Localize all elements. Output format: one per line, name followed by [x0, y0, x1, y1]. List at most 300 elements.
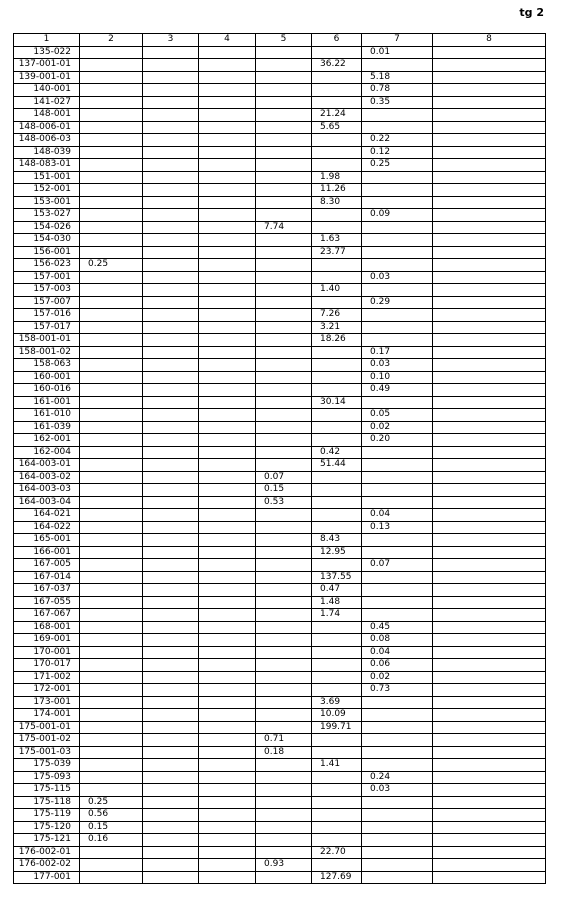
table-row — [14, 646, 546, 659]
value-cell — [80, 59, 143, 72]
value-cell — [199, 384, 256, 397]
table-row — [14, 459, 546, 472]
value-cell — [143, 184, 199, 197]
value-cell — [143, 371, 199, 384]
value-cell: 11.26 — [312, 184, 362, 197]
row-id-cell: 172-001 — [14, 684, 80, 697]
value-cell: 0.03 — [362, 784, 433, 797]
value-cell — [256, 109, 312, 122]
table-row — [14, 271, 546, 284]
value-cell — [256, 396, 312, 409]
value-cell — [362, 234, 433, 247]
value-cell — [199, 459, 256, 472]
value-cell — [256, 284, 312, 297]
value-cell — [199, 559, 256, 572]
value-cell — [362, 259, 433, 272]
column-header: 7 — [362, 34, 433, 47]
value-cell — [433, 109, 546, 122]
value-cell: 0.56 — [80, 809, 143, 822]
value-cell — [143, 859, 199, 872]
value-cell — [312, 159, 362, 172]
value-cell — [199, 96, 256, 109]
value-cell — [362, 821, 433, 834]
table-row — [14, 346, 546, 359]
value-cell — [80, 109, 143, 122]
value-cell — [80, 784, 143, 797]
table-row — [14, 609, 546, 622]
value-cell — [80, 184, 143, 197]
value-cell — [433, 596, 546, 609]
row-id-cell: 161-010 — [14, 409, 80, 422]
value-cell — [256, 271, 312, 284]
value-cell — [312, 134, 362, 147]
value-cell — [199, 221, 256, 234]
value-cell — [256, 196, 312, 209]
value-cell — [256, 659, 312, 672]
value-cell — [80, 396, 143, 409]
table-row — [14, 709, 546, 722]
value-cell: 0.08 — [362, 634, 433, 647]
row-id-cell: 177-001 — [14, 871, 80, 884]
value-cell: 0.18 — [256, 746, 312, 759]
value-cell: 1.63 — [312, 234, 362, 247]
table-row — [14, 721, 546, 734]
table-row — [14, 534, 546, 547]
value-cell — [143, 146, 199, 159]
value-cell — [143, 284, 199, 297]
table-row — [14, 146, 546, 159]
value-cell — [256, 296, 312, 309]
value-cell: 0.10 — [362, 371, 433, 384]
table-row — [14, 734, 546, 747]
value-cell — [433, 134, 546, 147]
value-cell — [433, 334, 546, 347]
value-cell — [433, 196, 546, 209]
value-cell — [362, 471, 433, 484]
value-cell — [80, 134, 143, 147]
row-id-cell: 175-093 — [14, 771, 80, 784]
value-cell — [312, 796, 362, 809]
value-cell — [433, 284, 546, 297]
value-cell: 7.26 — [312, 309, 362, 322]
table-row — [14, 659, 546, 672]
value-cell — [312, 146, 362, 159]
value-cell — [256, 234, 312, 247]
value-cell — [362, 321, 433, 334]
value-cell — [143, 234, 199, 247]
value-cell — [312, 734, 362, 747]
value-cell — [433, 259, 546, 272]
value-cell — [433, 471, 546, 484]
value-cell — [433, 509, 546, 522]
value-cell — [199, 321, 256, 334]
value-cell — [80, 734, 143, 747]
value-cell — [312, 834, 362, 847]
row-id-cell: 157-016 — [14, 309, 80, 322]
row-id-cell: 164-003-02 — [14, 471, 80, 484]
value-cell — [433, 96, 546, 109]
value-cell — [256, 634, 312, 647]
row-id-cell: 157-001 — [14, 271, 80, 284]
value-cell: 0.03 — [362, 359, 433, 372]
row-id-cell: 167-014 — [14, 571, 80, 584]
value-cell — [80, 746, 143, 759]
value-cell — [143, 359, 199, 372]
value-cell — [199, 759, 256, 772]
value-cell — [143, 196, 199, 209]
table-row — [14, 559, 546, 572]
value-cell — [312, 384, 362, 397]
value-cell — [433, 496, 546, 509]
value-cell: 5.65 — [312, 121, 362, 134]
value-cell: 0.25 — [80, 796, 143, 809]
value-cell — [362, 696, 433, 709]
value-cell — [199, 821, 256, 834]
row-id-cell: 175-001-01 — [14, 721, 80, 734]
value-cell: 1.41 — [312, 759, 362, 772]
value-cell — [433, 746, 546, 759]
value-cell — [199, 646, 256, 659]
value-cell — [256, 646, 312, 659]
value-cell — [199, 809, 256, 822]
table-row — [14, 621, 546, 634]
table-body — [14, 46, 546, 884]
value-cell — [80, 321, 143, 334]
value-cell — [256, 309, 312, 322]
value-cell — [80, 271, 143, 284]
value-cell — [80, 484, 143, 497]
value-cell — [433, 484, 546, 497]
value-cell — [312, 746, 362, 759]
value-cell — [143, 609, 199, 622]
value-cell — [433, 734, 546, 747]
value-cell — [80, 646, 143, 659]
value-cell — [362, 721, 433, 734]
value-cell — [256, 696, 312, 709]
value-cell — [199, 296, 256, 309]
row-id-cell: 148-083-01 — [14, 159, 80, 172]
value-cell — [362, 596, 433, 609]
table-row — [14, 509, 546, 522]
value-cell: 1.98 — [312, 171, 362, 184]
value-cell — [312, 809, 362, 822]
value-cell — [199, 859, 256, 872]
value-cell — [433, 859, 546, 872]
table-row — [14, 634, 546, 647]
value-cell: 0.78 — [362, 84, 433, 97]
row-id-cell: 152-001 — [14, 184, 80, 197]
row-id-cell: 148-006-03 — [14, 134, 80, 147]
row-id-cell: 135-022 — [14, 46, 80, 59]
value-cell: 23.77 — [312, 246, 362, 259]
value-cell — [80, 546, 143, 559]
value-cell — [362, 459, 433, 472]
value-cell — [80, 684, 143, 697]
value-cell: 0.25 — [80, 259, 143, 272]
value-cell — [143, 59, 199, 72]
value-cell — [312, 859, 362, 872]
value-cell — [143, 321, 199, 334]
table-row — [14, 696, 546, 709]
value-cell: 12.95 — [312, 546, 362, 559]
value-cell — [80, 759, 143, 772]
value-cell — [80, 159, 143, 172]
table-row — [14, 434, 546, 447]
row-id-cell: 175-121 — [14, 834, 80, 847]
value-cell — [256, 784, 312, 797]
value-cell — [256, 246, 312, 259]
value-cell — [256, 684, 312, 697]
value-cell — [143, 221, 199, 234]
value-cell: 0.09 — [362, 209, 433, 222]
value-cell — [199, 46, 256, 59]
value-cell: 0.47 — [312, 584, 362, 597]
table-row — [14, 784, 546, 797]
value-cell — [199, 434, 256, 447]
value-cell — [143, 209, 199, 222]
value-cell — [312, 84, 362, 97]
table-row — [14, 259, 546, 272]
row-id-cell: 153-027 — [14, 209, 80, 222]
value-cell — [199, 609, 256, 622]
value-cell — [143, 446, 199, 459]
value-cell — [256, 171, 312, 184]
value-cell — [362, 584, 433, 597]
table-row — [14, 759, 546, 772]
value-cell — [256, 584, 312, 597]
table-row — [14, 321, 546, 334]
table-row — [14, 871, 546, 884]
value-cell — [256, 621, 312, 634]
value-cell — [143, 384, 199, 397]
value-cell: 0.17 — [362, 346, 433, 359]
table-row — [14, 771, 546, 784]
value-cell — [143, 246, 199, 259]
value-cell — [143, 621, 199, 634]
value-cell — [199, 184, 256, 197]
table-row — [14, 396, 546, 409]
value-cell — [433, 671, 546, 684]
table-row — [14, 821, 546, 834]
value-cell: 1.74 — [312, 609, 362, 622]
value-cell: 1.40 — [312, 284, 362, 297]
row-id-cell: 164-003-04 — [14, 496, 80, 509]
value-cell — [199, 721, 256, 734]
value-cell: 22.70 — [312, 846, 362, 859]
row-id-cell: 160-001 — [14, 371, 80, 384]
value-cell — [199, 309, 256, 322]
value-cell — [433, 721, 546, 734]
value-cell: 3.21 — [312, 321, 362, 334]
value-cell — [199, 71, 256, 84]
row-id-cell: 169-001 — [14, 634, 80, 647]
value-cell — [143, 484, 199, 497]
value-cell — [256, 259, 312, 272]
value-cell — [199, 684, 256, 697]
value-cell — [312, 71, 362, 84]
value-cell: 36.22 — [312, 59, 362, 72]
value-cell — [143, 159, 199, 172]
value-cell: 51.44 — [312, 459, 362, 472]
value-cell — [199, 121, 256, 134]
value-cell — [433, 871, 546, 884]
value-cell — [143, 709, 199, 722]
row-id-cell: 141-027 — [14, 96, 80, 109]
value-cell — [256, 434, 312, 447]
value-cell: 0.53 — [256, 496, 312, 509]
value-cell — [433, 771, 546, 784]
value-cell: 8.43 — [312, 534, 362, 547]
row-id-cell: 175-001-02 — [14, 734, 80, 747]
value-cell — [256, 134, 312, 147]
value-cell — [80, 584, 143, 597]
value-cell — [80, 371, 143, 384]
value-cell — [312, 509, 362, 522]
value-cell — [256, 46, 312, 59]
value-cell — [433, 409, 546, 422]
row-id-cell: 162-004 — [14, 446, 80, 459]
value-cell — [199, 784, 256, 797]
value-cell — [362, 871, 433, 884]
value-cell — [362, 309, 433, 322]
value-cell — [433, 221, 546, 234]
row-id-cell: 171-002 — [14, 671, 80, 684]
row-id-cell: 158-001-01 — [14, 334, 80, 347]
value-cell — [143, 559, 199, 572]
value-cell: 0.45 — [362, 621, 433, 634]
row-id-cell: 165-001 — [14, 534, 80, 547]
value-cell — [433, 84, 546, 97]
value-cell — [256, 346, 312, 359]
value-cell — [433, 184, 546, 197]
value-cell — [433, 646, 546, 659]
value-cell — [256, 459, 312, 472]
value-cell — [80, 846, 143, 859]
value-cell — [362, 484, 433, 497]
value-cell — [256, 534, 312, 547]
value-cell — [256, 559, 312, 572]
row-id-cell: 167-005 — [14, 559, 80, 572]
value-cell — [143, 521, 199, 534]
value-cell — [199, 146, 256, 159]
value-cell — [433, 759, 546, 772]
value-cell — [143, 109, 199, 122]
value-cell — [433, 46, 546, 59]
value-cell — [312, 684, 362, 697]
value-cell — [362, 196, 433, 209]
value-cell — [199, 284, 256, 297]
value-cell — [80, 559, 143, 572]
value-cell — [433, 321, 546, 334]
value-cell: 0.22 — [362, 134, 433, 147]
row-id-cell: 161-001 — [14, 396, 80, 409]
value-cell — [80, 221, 143, 234]
value-cell — [362, 334, 433, 347]
value-cell — [199, 496, 256, 509]
value-cell — [143, 334, 199, 347]
value-cell — [199, 209, 256, 222]
value-cell: 0.49 — [362, 384, 433, 397]
row-id-cell: 164-022 — [14, 521, 80, 534]
value-cell — [199, 246, 256, 259]
value-cell — [433, 359, 546, 372]
value-cell — [199, 659, 256, 672]
table-row — [14, 746, 546, 759]
value-cell — [312, 471, 362, 484]
value-cell — [362, 796, 433, 809]
value-cell — [143, 96, 199, 109]
value-cell — [80, 571, 143, 584]
value-cell — [80, 84, 143, 97]
value-cell — [199, 621, 256, 634]
row-id-cell: 175-118 — [14, 796, 80, 809]
value-cell — [312, 784, 362, 797]
value-cell: 0.06 — [362, 659, 433, 672]
value-cell — [362, 396, 433, 409]
row-id-cell: 176-002-02 — [14, 859, 80, 872]
value-cell — [199, 171, 256, 184]
value-cell: 0.42 — [312, 446, 362, 459]
value-cell — [312, 659, 362, 672]
value-cell — [433, 459, 546, 472]
value-cell — [199, 734, 256, 747]
value-cell — [143, 471, 199, 484]
row-id-cell: 148-006-01 — [14, 121, 80, 134]
value-cell — [312, 259, 362, 272]
value-cell — [433, 696, 546, 709]
value-cell — [433, 546, 546, 559]
value-cell — [362, 59, 433, 72]
value-cell — [433, 584, 546, 597]
value-cell — [80, 471, 143, 484]
table-row — [14, 521, 546, 534]
value-cell — [312, 771, 362, 784]
value-cell — [433, 209, 546, 222]
value-cell — [199, 134, 256, 147]
row-id-cell: 153-001 — [14, 196, 80, 209]
value-cell — [256, 334, 312, 347]
table-row — [14, 59, 546, 72]
value-cell: 0.15 — [80, 821, 143, 834]
value-cell: 199.71 — [312, 721, 362, 734]
value-cell — [256, 509, 312, 522]
row-id-cell: 164-021 — [14, 509, 80, 522]
column-header: 6 — [312, 34, 362, 47]
column-header: 8 — [433, 34, 546, 47]
row-id-cell: 158-001-02 — [14, 346, 80, 359]
table-row — [14, 121, 546, 134]
value-cell — [143, 671, 199, 684]
table-row — [14, 496, 546, 509]
value-cell — [80, 96, 143, 109]
value-cell — [80, 634, 143, 647]
value-cell — [312, 96, 362, 109]
row-id-cell: 175-039 — [14, 759, 80, 772]
value-cell — [199, 696, 256, 709]
value-cell — [433, 396, 546, 409]
value-cell — [312, 209, 362, 222]
value-cell — [433, 521, 546, 534]
row-id-cell: 148-039 — [14, 146, 80, 159]
value-cell — [433, 784, 546, 797]
table-row — [14, 409, 546, 422]
value-cell: 137.55 — [312, 571, 362, 584]
value-cell — [256, 771, 312, 784]
value-cell: 1.48 — [312, 596, 362, 609]
value-cell — [143, 309, 199, 322]
value-cell — [199, 421, 256, 434]
value-cell — [362, 246, 433, 259]
